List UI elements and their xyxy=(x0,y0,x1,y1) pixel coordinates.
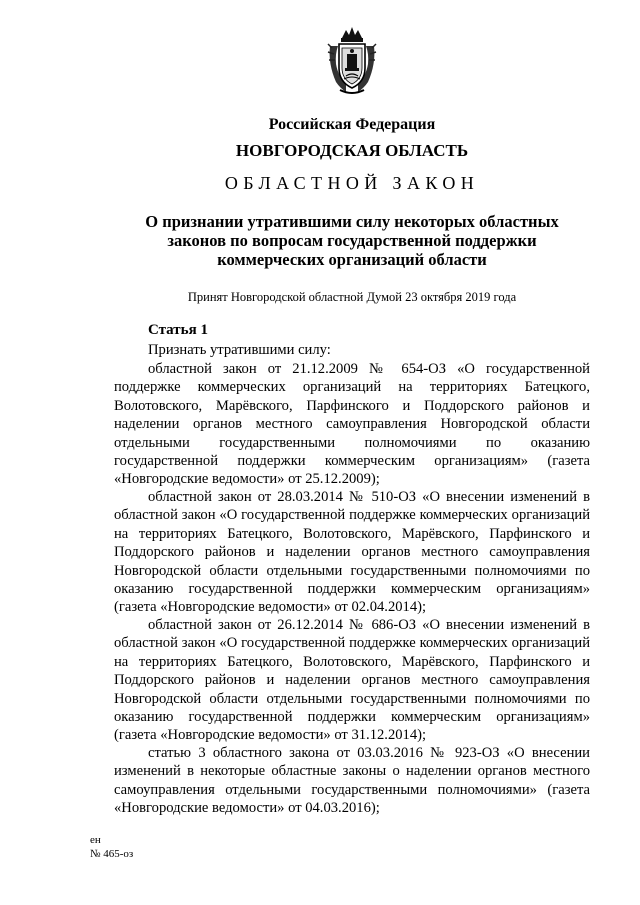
list-item: статью 3 областного закона от 03.03.2016 № 923-ОЗ «О внесении изменений в некоторые областные законы о наделении органов местного самоуправления отдельными государственными полномочиями» (газета «Новгородские ведомости» от 04.03.2016); xyxy=(114,745,590,817)
list-item: областной закон от 26.12.2014 № 686-ОЗ «О внесении изменений в областной закон «О государственной поддержке коммерческих организаций на территориях Батецкого, Волотовского, Марёвского, Парфинского и Поддорского районов и наделении органов местного самоуправления Новгородской области отдельными государственными полномочиями по оказанию государственной поддержки коммерческим организациям» (газета «Новгородские ведомости» от 31.12.2014); xyxy=(114,617,590,744)
law-title: О признании утратившими силу некоторых областных законов по вопросам государственной поддержки коммерческих организаций области xyxy=(145,212,559,269)
footer-initials: ен xyxy=(90,834,101,846)
adoption-line: Принят Новгородской областной Думой 23 октября 2019 года xyxy=(187,290,517,304)
article-intro: Признать утратившими силу: xyxy=(148,342,331,358)
footer-number: № 465-оз xyxy=(90,848,134,860)
country-name: Российская Федерация xyxy=(268,116,436,133)
region-name: НОВГОРОДСКАЯ ОБЛАСТЬ xyxy=(235,141,469,160)
list-item: областной закон от 21.12.2009 № 654-ОЗ «О государственной поддержке коммерческих организаций на территориях Батецкого, Волотовского, Марёвского, Парфинского и Поддорского районов и наделении органов местного самоуправления Новгородской области отдельными государственными полномочиями по оказанию государственной поддержки коммерческим организациям» (газета «Новгородские ведомости» от 25.12.2009); xyxy=(114,361,590,488)
footer-note xyxy=(90,833,133,861)
article-heading: Статья 1 xyxy=(148,322,208,338)
coat-of-arms-icon xyxy=(326,24,378,98)
list-item: областной закон от 28.03.2014 № 510-ОЗ «О внесении изменений в областной закон «О государственной поддержке коммерческих организаций на территориях Батецкого, Волотовского, Марёвского, Парфинского и Поддорского районов и наделении органов местного самоуправления Новгородской области отдельными государственными полномочиями по оказанию государственной поддержки коммерческим организациям» (газета «Новгородские ведомости» от 02.04.2014); xyxy=(114,489,590,616)
law-type: ОБЛАСТНОЙ ЗАКОН xyxy=(224,173,480,193)
